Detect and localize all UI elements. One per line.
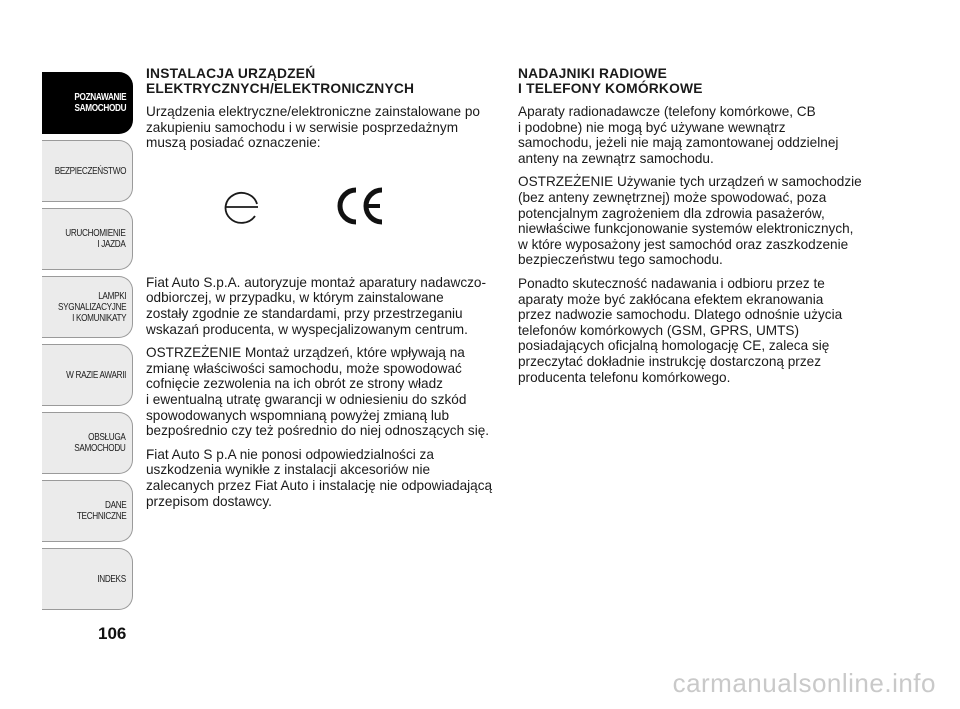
tab-indeks[interactable] (42, 548, 133, 610)
section-heading: INSTALACJA URZĄDZEŃ ELEKTRYCZNYCH/ELEKTRONICZNYCH (146, 66, 415, 96)
intro-paragraph: Urządzenia elektryczne/elektroniczne zainstalowane po zakupieniu samochodu i w serwisie posprzedażnym muszą posiadać oznaczenie: (146, 104, 480, 151)
warning-paragraph: OSTRZEŻENIE Montaż urządzeń, które wpływają na zmianę właściwości samochodu, może spowodować cofnięcie zezwolenia na ich obrót ze strony władz i ewentualną utratę gwarancji w odniesieniu do szkód spowodowanych wspomnianą powyżej zmianą lub bezpośrednio czy też pośrednio do niej odnoszących się. (146, 345, 490, 439)
tab-dane-techniczne[interactable] (42, 480, 133, 542)
tab-lampki-sygnalizacyjne[interactable] (42, 276, 133, 338)
tab-bezpieczenstwo[interactable] (42, 140, 133, 202)
tab-label: LAMPKI SYGNALIZACYJNE I KOMUNIKATY (57, 290, 126, 324)
tab-label: OBSŁUGA SAMOCHODU (74, 432, 126, 454)
warning-paragraph: OSTRZEŻENIE Używanie tych urządzeń w samochodzie (bez anteny zewnętrznej) może spowodować, poza potencjalnym zagrożeniem dla zdrowia pasażerów, niewłaściwe funkcjonowanie systemów elektronicznych, w które wyposażony jest samochód oraz zaszkodzenie bezpieczeństwu tego samochodu. (518, 174, 862, 268)
watermark: carmanualsonline.info (672, 668, 936, 698)
section-heading: NADAJNIKI RADIOWE I TELEFONY KOMÓRKOWE (518, 66, 703, 96)
left-column (146, 66, 498, 517)
tab-label: DANE TECHNICZNE (76, 500, 126, 522)
section-tabs (42, 72, 133, 616)
tab-label: BEZPIECZEŃSTWO (54, 165, 126, 177)
page-number: 106 (98, 624, 127, 643)
tab-label: URUCHOMIENIE I JAZDA (65, 228, 126, 250)
tab-w-razie-awarii[interactable] (42, 344, 133, 406)
tab-label: POZNAWANIE SAMOCHODU (74, 92, 126, 114)
ce-mark-icon (332, 185, 388, 227)
tab-label: W RAZIE AWARII (66, 369, 126, 381)
paragraph: Ponadto skuteczność nadawania i odbioru przez te aparaty może być zakłócana efektem ekranowania przez nadwozie samochodu. Dlatego odnośnie użycia telefonów komórkowych (GSM, GPRS, UMTS) posiadających oficjalną homologację CE, zaleca się przeczytać dokładnie instrukcję dostarczoną przez producenta telefonu komórkowego. (518, 275, 843, 385)
tab-label: INDEKS (97, 573, 126, 585)
right-column (518, 66, 878, 393)
paragraph: Fiat Auto S.p.A. autoryzuje montaż aparatury nadawczo- odbiorczej, w przypadku, w którym zainstalowane zostały zgodnie ze standardami, przy przestrzeganiu wskazań producenta, w wyspecjalizowanym centrum. (146, 274, 487, 337)
paragraph: Fiat Auto S p.A nie ponosi odpowiedzialności za uszkodzenia wynikłe z instalacji akcesoriów nie zalecanych przez Fiat Auto i instalację nie odpowiadającą przepisom dostawcy. (146, 446, 493, 509)
tab-obsluga-samochodu[interactable] (42, 412, 133, 474)
e-mark-icon (222, 187, 262, 227)
paragraph: Aparaty radionadawcze (telefony komórkowe, CB i podobne) nie mogą być używane wewnątrz samochodu, jeżeli nie mają zamontowanej oddzielnej anteny na zewnątrz samochodu. (518, 104, 839, 166)
tab-poznawanie-samochodu[interactable] (42, 72, 133, 134)
tab-uruchomienie-i-jazda[interactable] (42, 208, 133, 270)
certification-marks (146, 165, 498, 265)
